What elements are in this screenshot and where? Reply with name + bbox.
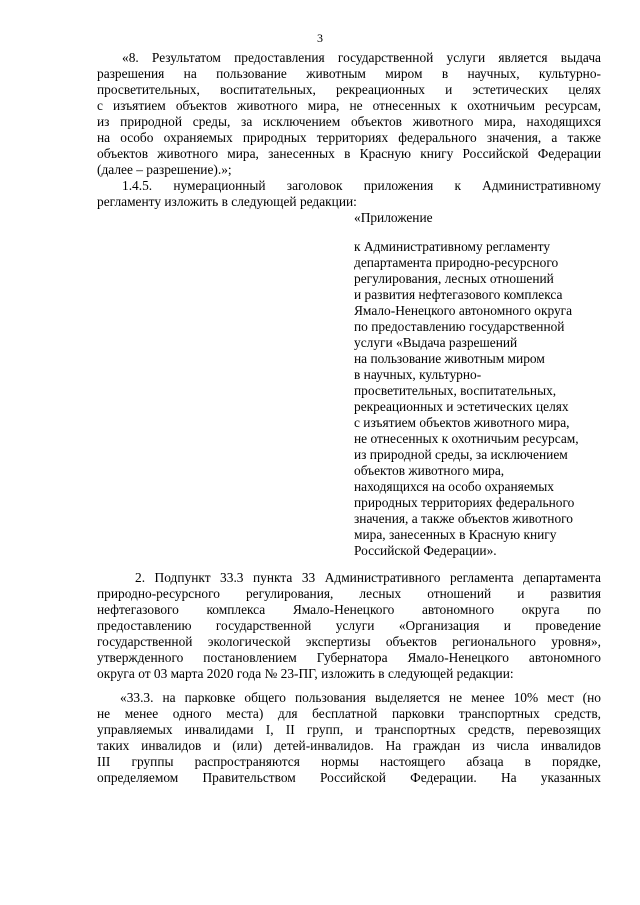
appendix-line: рекреационных и эстетических целях xyxy=(354,399,569,414)
appendix-line: к Административному регламенту xyxy=(354,239,551,254)
text-line: «33.3. на парковке общего пользования выделяется не менее 10% мест (но xyxy=(120,690,601,705)
appendix-line: значения, а также объектов животного xyxy=(354,511,573,526)
text-line: регламенту изложить в следующей редакции: xyxy=(97,194,357,209)
text-line: с изъятием объектов животного мира, не отнесенных к охотничьим ресурсам, xyxy=(97,98,601,113)
appendix-line: и развития нефтегазового комплекса xyxy=(354,287,563,302)
appendix-line: Ямало-Ненецкого автономного округа xyxy=(354,303,573,318)
page-number: 3 xyxy=(317,31,323,45)
appendix-line: просветительных, воспитательных, xyxy=(354,383,557,398)
appendix-line: с изъятием объектов животного мира, xyxy=(354,415,570,430)
text-line: разрешения на пользование животным миром в научных, культурно- xyxy=(97,66,601,81)
text-line: определяемом Правительством Российской Федерации. На указанных xyxy=(97,770,601,785)
appendix-line: находящихся на особо охраняемых xyxy=(354,479,554,494)
text-line: «8. Результатом предоставления государственной услуги является выдача xyxy=(122,50,601,65)
text-line: таких инвалидов и (или) детей-инвалидов. На граждан из числа инвалидов xyxy=(97,738,601,753)
text-line: III группы распространяются нормы настоящего абзаца в порядке, xyxy=(97,754,601,769)
appendix-line: не отнесенных к охотничьим ресурсам, xyxy=(354,431,579,446)
text-line: управляемых инвалидами I, II групп, и транспортных средств, перевозящих xyxy=(97,722,601,737)
text-line: природно-ресурсного регулирования, лесных отношений и развития xyxy=(97,586,601,601)
text-line: 2. Подпункт 33.3 пункта 33 Административного регламента департамента xyxy=(135,570,601,585)
text-line: предоставлению государственной услуги «Организация и проведение xyxy=(97,618,601,633)
appendix-title: «Приложение xyxy=(354,210,433,225)
text-line: округа от 03 марта 2020 года № 23-ПГ, изложить в следующей редакции: xyxy=(97,666,514,681)
appendix-line: из природной среды, за исключением xyxy=(354,447,568,462)
text-line: на особо охраняемых природных территориях федерального значения, а также xyxy=(97,130,601,145)
appendix-line: объектов животного мира, xyxy=(354,463,505,478)
text-line: 1.4.5. нумерационный заголовок приложения к Административному xyxy=(122,178,601,193)
text-line: нефтегазового комплекса Ямало-Ненецкого автономного округа по xyxy=(97,602,601,617)
appendix-line: мира, занесенных в Красную книгу xyxy=(354,527,557,542)
text-line: (далее – разрешение).»; xyxy=(97,162,232,177)
appendix-line: природных территориях федерального xyxy=(354,495,575,510)
text-line: государственной экологической экспертизы объектов регионального уровня», xyxy=(97,634,601,649)
appendix-line: услуги «Выдача разрешений xyxy=(354,335,518,350)
text-line: объектов животного мира, занесенных в Красную книгу Российской Федерации xyxy=(97,146,601,161)
appendix-line: Российской Федерации». xyxy=(354,543,497,558)
appendix-line: на пользование животным миром xyxy=(354,351,545,366)
appendix-line: департамента природно-ресурсного xyxy=(354,255,559,270)
appendix-line: в научных, культурно- xyxy=(354,367,482,382)
appendix-line: регулирования, лесных отношений xyxy=(354,271,554,286)
text-line: утвержденного постановлением Губернатора Ямало-Ненецкого автономного xyxy=(97,650,601,665)
appendix-line: по предоставлению государственной xyxy=(354,319,565,334)
text-line: просветительных, воспитательных, рекреационных и эстетических целях xyxy=(97,82,601,97)
text-line: из природной среды, за исключением объектов животного мира, находящихся xyxy=(97,114,601,129)
text-line: не менее одного места) для бесплатной парковки транспортных средств, xyxy=(97,706,601,721)
